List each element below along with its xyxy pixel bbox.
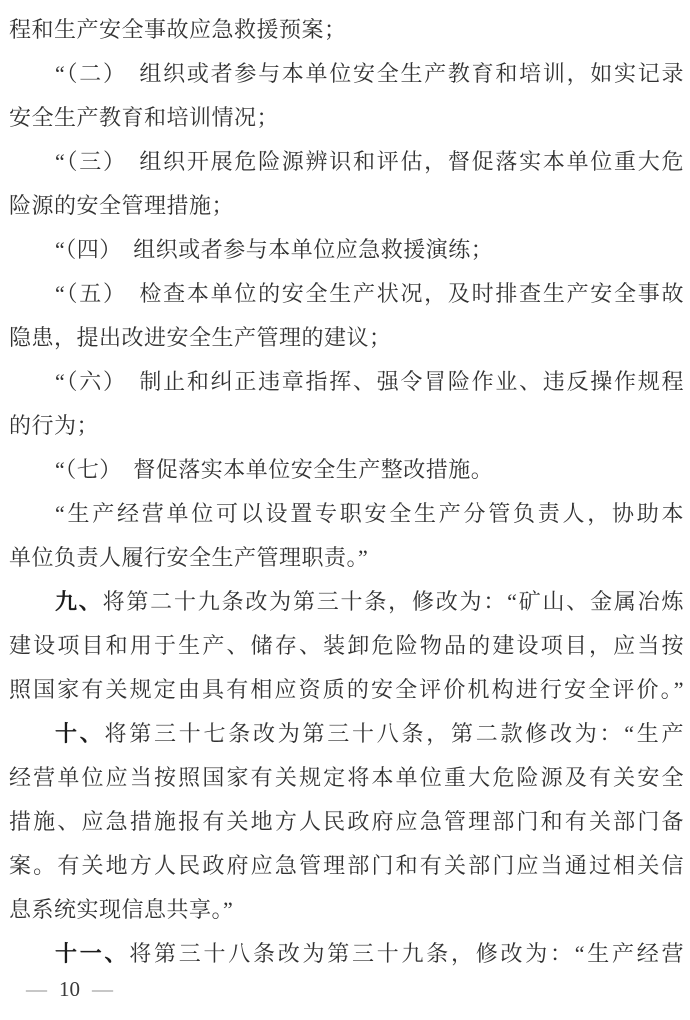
footer-dash-right: — bbox=[92, 977, 113, 1001]
text-line: “（七） 督促落实本单位安全生产整改措施。 bbox=[55, 457, 494, 482]
text-line: 安全生产教育和培训情况； bbox=[9, 105, 280, 130]
section-number: 十一、 bbox=[55, 941, 130, 966]
text-line: 隐患，提出改进安全生产管理的建议； bbox=[9, 325, 392, 350]
text-line: 息系统实现信息共享。” bbox=[9, 897, 234, 922]
text-line: 案。有关地方人民政府应急管理部门和有关部门应当通过相关信 bbox=[9, 853, 684, 878]
text-line: 的行为； bbox=[9, 413, 100, 438]
page-number: 10 bbox=[59, 977, 80, 1001]
text-line: “（二） 组织或者参与本单位安全生产教育和培训，如实记录 bbox=[55, 61, 684, 86]
text-line: “（三） 组织开展危险源辨识和评估，督促落实本单位重大危 bbox=[55, 149, 684, 174]
text-line: 建设项目和用于生产、储存、装卸危险物品的建设项目，应当按 bbox=[9, 633, 684, 658]
text-line: “（四） 组织或者参与本单位应急救援演练； bbox=[55, 237, 494, 262]
page-footer bbox=[26, 974, 113, 1004]
footer-dash-left: — bbox=[26, 977, 47, 1001]
text-line: 措施、应急措施报有关地方人民政府应急管理部门和有关部门备 bbox=[9, 809, 684, 834]
text-line: 程和生产安全事故应急救援预案； bbox=[9, 17, 347, 42]
text-line: “生产经营单位可以设置专职安全生产分管负责人，协助本 bbox=[55, 501, 684, 526]
text-line: “（六） 制止和纠正违章指挥、强令冒险作业、违反操作规程 bbox=[55, 369, 684, 394]
section-number: 九、 bbox=[55, 589, 103, 614]
text-line: 险源的安全管理措施； bbox=[9, 193, 235, 218]
text-line: 十、将第三十七条改为第三十八条，第二款修改为：“生产 bbox=[55, 721, 684, 746]
text-line: 单位负责人履行安全生产管理职责。” bbox=[9, 545, 369, 570]
text-line: 照国家有关规定由具有相应资质的安全评价机构进行安全评价。” bbox=[9, 677, 684, 702]
text-line: 经营单位应当按照国家有关规定将本单位重大危险源及有关安全 bbox=[9, 765, 684, 790]
text-line: “（五） 检查本单位的安全生产状况，及时排查生产安全事故 bbox=[55, 281, 684, 306]
text-line: 九、将第二十九条改为第三十条，修改为：“矿山、金属冶炼 bbox=[55, 589, 684, 614]
section-number: 十、 bbox=[55, 721, 105, 746]
text-line: 十一、将第三十八条改为第三十九条，修改为：“生产经营 bbox=[55, 941, 684, 966]
